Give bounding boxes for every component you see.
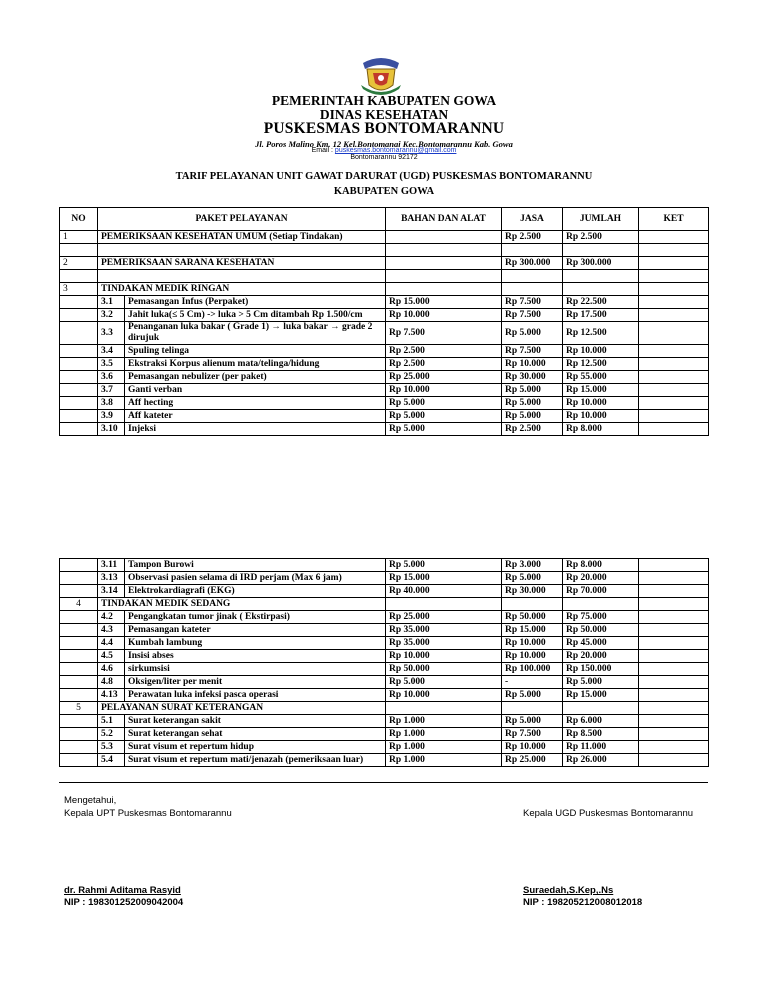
col-header-no: NO bbox=[60, 208, 98, 231]
cell-no bbox=[60, 296, 98, 309]
cell-jumlah: Rp 10.000 bbox=[563, 345, 639, 358]
table-row bbox=[60, 309, 709, 322]
cell-paket: Ekstraksi Korpus alienum mata/telinga/hidung bbox=[125, 358, 386, 371]
cell-jumlah: Rp 8.500 bbox=[563, 728, 639, 741]
cell-paket: Surat keterangan sehat bbox=[125, 728, 386, 741]
cell-ket bbox=[639, 650, 709, 663]
email-link[interactable]: puskesmas.bontomarannu@gmail.com bbox=[334, 147, 457, 154]
cell-paket: Penanganan luka bakar ( Grade 1) → luka bakar → grade 2 dirujuk bbox=[125, 322, 386, 345]
cell-jumlah: Rp 26.000 bbox=[563, 754, 639, 767]
cell-sub-no: 3.4 bbox=[98, 345, 125, 358]
cell-paket: Injeksi bbox=[125, 423, 386, 436]
cell-paket: Pemasangan kateter bbox=[125, 624, 386, 637]
cell-no bbox=[60, 423, 98, 436]
cell-jasa bbox=[502, 270, 563, 283]
cell-no bbox=[60, 663, 98, 676]
cell-paket: Oksigen/liter per menit bbox=[125, 676, 386, 689]
cell-sub-no: 4.8 bbox=[98, 676, 125, 689]
cell-bahan: Rp 35.000 bbox=[386, 637, 502, 650]
table-row bbox=[60, 231, 709, 244]
table-row bbox=[60, 741, 709, 754]
cell-no bbox=[60, 637, 98, 650]
cell-bahan: Rp 50.000 bbox=[386, 663, 502, 676]
cell-jasa: Rp 2.500 bbox=[502, 423, 563, 436]
cell-ket bbox=[639, 611, 709, 624]
cell-no bbox=[60, 345, 98, 358]
cell-ket bbox=[639, 231, 709, 244]
cell-jumlah: Rp 12.500 bbox=[563, 358, 639, 371]
table-row bbox=[60, 624, 709, 637]
cell-ket bbox=[639, 754, 709, 767]
header-address: Jl. Poros Malino Km. 12 Kel.Bontomanai Kec.Bontomarannu Kab. Gowa bbox=[255, 139, 513, 149]
cell-ket bbox=[639, 728, 709, 741]
cell-no bbox=[60, 689, 98, 702]
table-row bbox=[60, 559, 709, 572]
table-row bbox=[60, 663, 709, 676]
cell-sub-no: 3.6 bbox=[98, 371, 125, 384]
cell-jasa: Rp 25.000 bbox=[502, 754, 563, 767]
sig-right-nip: NIP : 198205212008012018 bbox=[523, 897, 643, 908]
header-postal: Bontomarannu 92172 bbox=[350, 154, 418, 161]
table-row bbox=[60, 728, 709, 741]
cell-no bbox=[60, 358, 98, 371]
gowa-regency-logo bbox=[357, 55, 405, 97]
cell-bahan bbox=[386, 270, 502, 283]
cell-ket bbox=[639, 423, 709, 436]
cell-no bbox=[60, 371, 98, 384]
table-row bbox=[60, 572, 709, 585]
cell-ket bbox=[639, 410, 709, 423]
cell-sub-no: 4.5 bbox=[98, 650, 125, 663]
cell-jasa: Rp 7.500 bbox=[502, 345, 563, 358]
cell-jasa: Rp 7.500 bbox=[502, 728, 563, 741]
header-puskesmas: PUSKESMAS BONTOMARANNU bbox=[263, 120, 505, 137]
cell-paket bbox=[98, 244, 386, 257]
cell-ket bbox=[639, 663, 709, 676]
sig-left-position: Kepala UPT Puskesmas Bontomarannu bbox=[64, 808, 232, 819]
tariff-table-part-1 bbox=[59, 207, 709, 436]
cell-no bbox=[60, 270, 98, 283]
cell-paket: TINDAKAN MEDIK SEDANG bbox=[98, 598, 386, 611]
cell-ket bbox=[639, 345, 709, 358]
cell-paket: Insisi abses bbox=[125, 650, 386, 663]
cell-bahan: Rp 2.500 bbox=[386, 345, 502, 358]
table-row bbox=[60, 585, 709, 598]
cell-bahan bbox=[386, 231, 502, 244]
document-title: TARIF PELAYANAN UNIT GAWAT DARURAT (UGD) PUSKESMAS BONTOMARANNU bbox=[175, 171, 593, 182]
table-row bbox=[60, 397, 709, 410]
cell-jasa: Rp 50.000 bbox=[502, 611, 563, 624]
cell-jumlah: Rp 10.000 bbox=[563, 397, 639, 410]
cell-jumlah bbox=[563, 598, 639, 611]
cell-no bbox=[60, 384, 98, 397]
table-row bbox=[60, 283, 709, 296]
cell-ket bbox=[639, 689, 709, 702]
cell-jumlah: Rp 17.500 bbox=[563, 309, 639, 322]
cell-ket bbox=[639, 397, 709, 410]
cell-paket: Observasi pasien selama di IRD perjam (Max 6 jam) bbox=[125, 572, 386, 585]
cell-paket: Surat visum et repertum hidup bbox=[125, 741, 386, 754]
footer-divider bbox=[59, 782, 708, 783]
cell-jasa: Rp 100.000 bbox=[502, 663, 563, 676]
cell-jumlah: Rp 150.000 bbox=[563, 663, 639, 676]
cell-bahan: Rp 25.000 bbox=[386, 371, 502, 384]
table-row bbox=[60, 358, 709, 371]
cell-ket bbox=[639, 585, 709, 598]
cell-ket bbox=[639, 371, 709, 384]
cell-sub-no: 3.10 bbox=[98, 423, 125, 436]
sig-right-position: Kepala UGD Puskesmas Bontomarannu bbox=[523, 808, 694, 819]
cell-bahan: Rp 1.000 bbox=[386, 754, 502, 767]
cell-jumlah: Rp 5.000 bbox=[563, 676, 639, 689]
cell-sub-no: 4.6 bbox=[98, 663, 125, 676]
cell-bahan bbox=[386, 598, 502, 611]
cell-no: 3 bbox=[60, 283, 98, 296]
cell-paket: Spuling telinga bbox=[125, 345, 386, 358]
cell-bahan: Rp 25.000 bbox=[386, 611, 502, 624]
cell-paket: Tampon Burowi bbox=[125, 559, 386, 572]
table-row bbox=[60, 384, 709, 397]
cell-sub-no: 3.14 bbox=[98, 585, 125, 598]
cell-paket: PELAYANAN SURAT KETERANGAN bbox=[98, 702, 386, 715]
cell-sub-no: 5.3 bbox=[98, 741, 125, 754]
cell-sub-no: 4.13 bbox=[98, 689, 125, 702]
cell-paket: PEMERIKSAAN KESEHATAN UMUM (Setiap Tindakan) bbox=[98, 231, 386, 244]
cell-ket bbox=[639, 624, 709, 637]
cell-paket: Pengangkatan tumor jinak ( Ekstirpasi) bbox=[125, 611, 386, 624]
cell-jasa: Rp 5.000 bbox=[502, 715, 563, 728]
cell-jumlah: Rp 70.000 bbox=[563, 585, 639, 598]
table-row bbox=[60, 676, 709, 689]
cell-no bbox=[60, 585, 98, 598]
cell-jasa: Rp 30.000 bbox=[502, 585, 563, 598]
cell-jumlah: Rp 75.000 bbox=[563, 611, 639, 624]
cell-jumlah bbox=[563, 702, 639, 715]
cell-jumlah: Rp 11.000 bbox=[563, 741, 639, 754]
cell-sub-no: 4.3 bbox=[98, 624, 125, 637]
cell-bahan bbox=[386, 244, 502, 257]
cell-jumlah: Rp 20.000 bbox=[563, 650, 639, 663]
table-row bbox=[60, 702, 709, 715]
cell-ket bbox=[639, 559, 709, 572]
cell-no bbox=[60, 754, 98, 767]
cell-paket: PEMERIKSAAN SARANA KESEHATAN bbox=[98, 257, 386, 270]
table-row bbox=[60, 244, 709, 257]
table-row bbox=[60, 270, 709, 283]
cell-jumlah bbox=[563, 270, 639, 283]
cell-sub-no: 5.4 bbox=[98, 754, 125, 767]
sig-left-acknowledged: Mengetahui, bbox=[64, 795, 117, 806]
cell-bahan: Rp 10.000 bbox=[386, 689, 502, 702]
cell-sub-no: 3.8 bbox=[98, 397, 125, 410]
cell-paket bbox=[98, 270, 386, 283]
cell-jasa: Rp 2.500 bbox=[502, 231, 563, 244]
cell-bahan: Rp 5.000 bbox=[386, 423, 502, 436]
cell-sub-no: 3.11 bbox=[98, 559, 125, 572]
cell-bahan: Rp 1.000 bbox=[386, 728, 502, 741]
cell-bahan bbox=[386, 257, 502, 270]
cell-sub-no: 3.9 bbox=[98, 410, 125, 423]
col-header-jasa: JASA bbox=[502, 208, 563, 231]
cell-bahan: Rp 1.000 bbox=[386, 715, 502, 728]
cell-paket: TINDAKAN MEDIK RINGAN bbox=[98, 283, 386, 296]
sig-left-name: dr. Rahmi Aditama Rasyid bbox=[64, 885, 181, 896]
cell-jasa: Rp 15.000 bbox=[502, 624, 563, 637]
email-label: Email : bbox=[311, 147, 333, 154]
cell-bahan: Rp 7.500 bbox=[386, 322, 502, 345]
cell-paket: Jahit luka(≤ 5 Cm) -> luka > 5 Cm ditambah Rp 1.500/cm bbox=[125, 309, 386, 322]
cell-jasa bbox=[502, 598, 563, 611]
cell-jasa: - bbox=[502, 676, 563, 689]
cell-jasa bbox=[502, 283, 563, 296]
cell-jumlah: Rp 300.000 bbox=[563, 257, 639, 270]
table-row bbox=[60, 423, 709, 436]
table-row bbox=[60, 257, 709, 270]
cell-no bbox=[60, 559, 98, 572]
cell-ket bbox=[639, 702, 709, 715]
cell-bahan: Rp 1.000 bbox=[386, 741, 502, 754]
table-row bbox=[60, 322, 709, 345]
cell-bahan: Rp 15.000 bbox=[386, 296, 502, 309]
cell-jumlah: Rp 22.500 bbox=[563, 296, 639, 309]
cell-ket bbox=[639, 309, 709, 322]
cell-paket: Elektrokardiagrafi (EKG) bbox=[125, 585, 386, 598]
header-department: DINAS KESEHATAN bbox=[319, 107, 449, 122]
cell-jasa: Rp 10.000 bbox=[502, 741, 563, 754]
cell-jasa: Rp 10.000 bbox=[502, 637, 563, 650]
sig-right-name: Suraedah,S.Kep,.Ns bbox=[523, 885, 614, 896]
table-row bbox=[60, 611, 709, 624]
table-row bbox=[60, 689, 709, 702]
header-email-line bbox=[0, 147, 768, 154]
cell-bahan: Rp 10.000 bbox=[386, 384, 502, 397]
cell-jasa: Rp 3.000 bbox=[502, 559, 563, 572]
cell-paket: sirkumsisi bbox=[125, 663, 386, 676]
cell-sub-no: 3.1 bbox=[98, 296, 125, 309]
cell-jumlah: Rp 15.000 bbox=[563, 384, 639, 397]
col-header-ket: KET bbox=[639, 208, 709, 231]
cell-jumlah: Rp 10.000 bbox=[563, 410, 639, 423]
cell-sub-no: 5.2 bbox=[98, 728, 125, 741]
cell-no bbox=[60, 650, 98, 663]
cell-jasa: Rp 10.000 bbox=[502, 650, 563, 663]
cell-no bbox=[60, 611, 98, 624]
cell-jasa: Rp 300.000 bbox=[502, 257, 563, 270]
col-header-paket: PAKET PELAYANAN bbox=[98, 208, 386, 231]
table-row bbox=[60, 371, 709, 384]
cell-no bbox=[60, 572, 98, 585]
col-header-bahan: BAHAN DAN ALAT bbox=[386, 208, 502, 231]
cell-bahan: Rp 40.000 bbox=[386, 585, 502, 598]
cell-paket: Pemasangan nebulizer (per paket) bbox=[125, 371, 386, 384]
cell-jumlah: Rp 6.000 bbox=[563, 715, 639, 728]
cell-sub-no: 3.13 bbox=[98, 572, 125, 585]
cell-bahan: Rp 2.500 bbox=[386, 358, 502, 371]
cell-no bbox=[60, 322, 98, 345]
cell-ket bbox=[639, 244, 709, 257]
cell-jasa: Rp 5.000 bbox=[502, 572, 563, 585]
cell-jumlah bbox=[563, 283, 639, 296]
cell-jasa: Rp 7.500 bbox=[502, 296, 563, 309]
cell-no bbox=[60, 676, 98, 689]
cell-ket bbox=[639, 715, 709, 728]
cell-bahan: Rp 5.000 bbox=[386, 559, 502, 572]
cell-ket bbox=[639, 676, 709, 689]
cell-no bbox=[60, 624, 98, 637]
cell-ket bbox=[639, 572, 709, 585]
cell-jasa: Rp 7.500 bbox=[502, 309, 563, 322]
cell-jasa: Rp 5.000 bbox=[502, 322, 563, 345]
cell-jasa: Rp 5.000 bbox=[502, 397, 563, 410]
cell-paket: Pemasangan Infus (Perpaket) bbox=[125, 296, 386, 309]
cell-sub-no: 3.7 bbox=[98, 384, 125, 397]
table-row bbox=[60, 650, 709, 663]
cell-bahan: Rp 35.000 bbox=[386, 624, 502, 637]
cell-ket bbox=[639, 296, 709, 309]
cell-no: 5 bbox=[60, 702, 98, 715]
cell-jasa: Rp 10.000 bbox=[502, 358, 563, 371]
cell-sub-no: 4.4 bbox=[98, 637, 125, 650]
cell-no bbox=[60, 410, 98, 423]
sig-left-nip: NIP : 198301252009042004 bbox=[64, 897, 184, 908]
cell-bahan bbox=[386, 283, 502, 296]
cell-jasa: Rp 5.000 bbox=[502, 410, 563, 423]
cell-bahan: Rp 5.000 bbox=[386, 410, 502, 423]
cell-jasa bbox=[502, 244, 563, 257]
cell-ket bbox=[639, 322, 709, 345]
cell-jumlah: Rp 12.500 bbox=[563, 322, 639, 345]
cell-jumlah: Rp 8.000 bbox=[563, 559, 639, 572]
cell-no bbox=[60, 715, 98, 728]
document-subtitle: KABUPATEN GOWA bbox=[333, 186, 435, 197]
cell-jumlah: Rp 2.500 bbox=[563, 231, 639, 244]
cell-no bbox=[60, 397, 98, 410]
table-header-row bbox=[60, 208, 709, 231]
table-row bbox=[60, 598, 709, 611]
cell-no: 1 bbox=[60, 231, 98, 244]
cell-no bbox=[60, 244, 98, 257]
cell-jasa bbox=[502, 702, 563, 715]
cell-sub-no: 4.2 bbox=[98, 611, 125, 624]
cell-sub-no: 3.2 bbox=[98, 309, 125, 322]
cell-bahan bbox=[386, 702, 502, 715]
table-row bbox=[60, 410, 709, 423]
cell-jasa: Rp 30.000 bbox=[502, 371, 563, 384]
cell-ket bbox=[639, 283, 709, 296]
cell-jasa: Rp 5.000 bbox=[502, 689, 563, 702]
cell-no: 4 bbox=[60, 598, 98, 611]
col-header-jumlah: JUMLAH bbox=[563, 208, 639, 231]
cell-no: 2 bbox=[60, 257, 98, 270]
cell-ket bbox=[639, 358, 709, 371]
table-row bbox=[60, 715, 709, 728]
table-row bbox=[60, 345, 709, 358]
cell-paket: Aff kateter bbox=[125, 410, 386, 423]
cell-paket: Ganti verban bbox=[125, 384, 386, 397]
cell-no bbox=[60, 309, 98, 322]
cell-ket bbox=[639, 384, 709, 397]
tariff-table-part-2 bbox=[59, 558, 709, 767]
cell-sub-no: 5.1 bbox=[98, 715, 125, 728]
cell-ket bbox=[639, 637, 709, 650]
cell-jumlah: Rp 50.000 bbox=[563, 624, 639, 637]
cell-jumlah: Rp 20.000 bbox=[563, 572, 639, 585]
cell-bahan: Rp 5.000 bbox=[386, 676, 502, 689]
cell-paket: Surat keterangan sakit bbox=[125, 715, 386, 728]
cell-jasa: Rp 5.000 bbox=[502, 384, 563, 397]
cell-jumlah bbox=[563, 244, 639, 257]
cell-paket: Surat visum et repertum mati/jenazah (pemeriksaan luar) bbox=[125, 754, 386, 767]
cell-jumlah: Rp 15.000 bbox=[563, 689, 639, 702]
cell-sub-no: 3.3 bbox=[98, 322, 125, 345]
cell-ket bbox=[639, 598, 709, 611]
cell-bahan: Rp 10.000 bbox=[386, 650, 502, 663]
cell-jumlah: Rp 45.000 bbox=[563, 637, 639, 650]
cell-bahan: Rp 5.000 bbox=[386, 397, 502, 410]
header-government: PEMERINTAH KABUPATEN GOWA bbox=[271, 93, 497, 108]
cell-ket bbox=[639, 270, 709, 283]
cell-ket bbox=[639, 257, 709, 270]
table-row bbox=[60, 754, 709, 767]
cell-ket bbox=[639, 741, 709, 754]
cell-sub-no: 3.5 bbox=[98, 358, 125, 371]
cell-no bbox=[60, 741, 98, 754]
cell-jumlah: Rp 8.000 bbox=[563, 423, 639, 436]
cell-no bbox=[60, 728, 98, 741]
table-row bbox=[60, 296, 709, 309]
cell-paket: Perawatan luka infeksi pasca operasi bbox=[125, 689, 386, 702]
cell-bahan: Rp 15.000 bbox=[386, 572, 502, 585]
cell-jumlah: Rp 55.000 bbox=[563, 371, 639, 384]
cell-paket: Kumbah lambung bbox=[125, 637, 386, 650]
cell-paket: Aff hecting bbox=[125, 397, 386, 410]
cell-bahan: Rp 10.000 bbox=[386, 309, 502, 322]
table-row bbox=[60, 637, 709, 650]
